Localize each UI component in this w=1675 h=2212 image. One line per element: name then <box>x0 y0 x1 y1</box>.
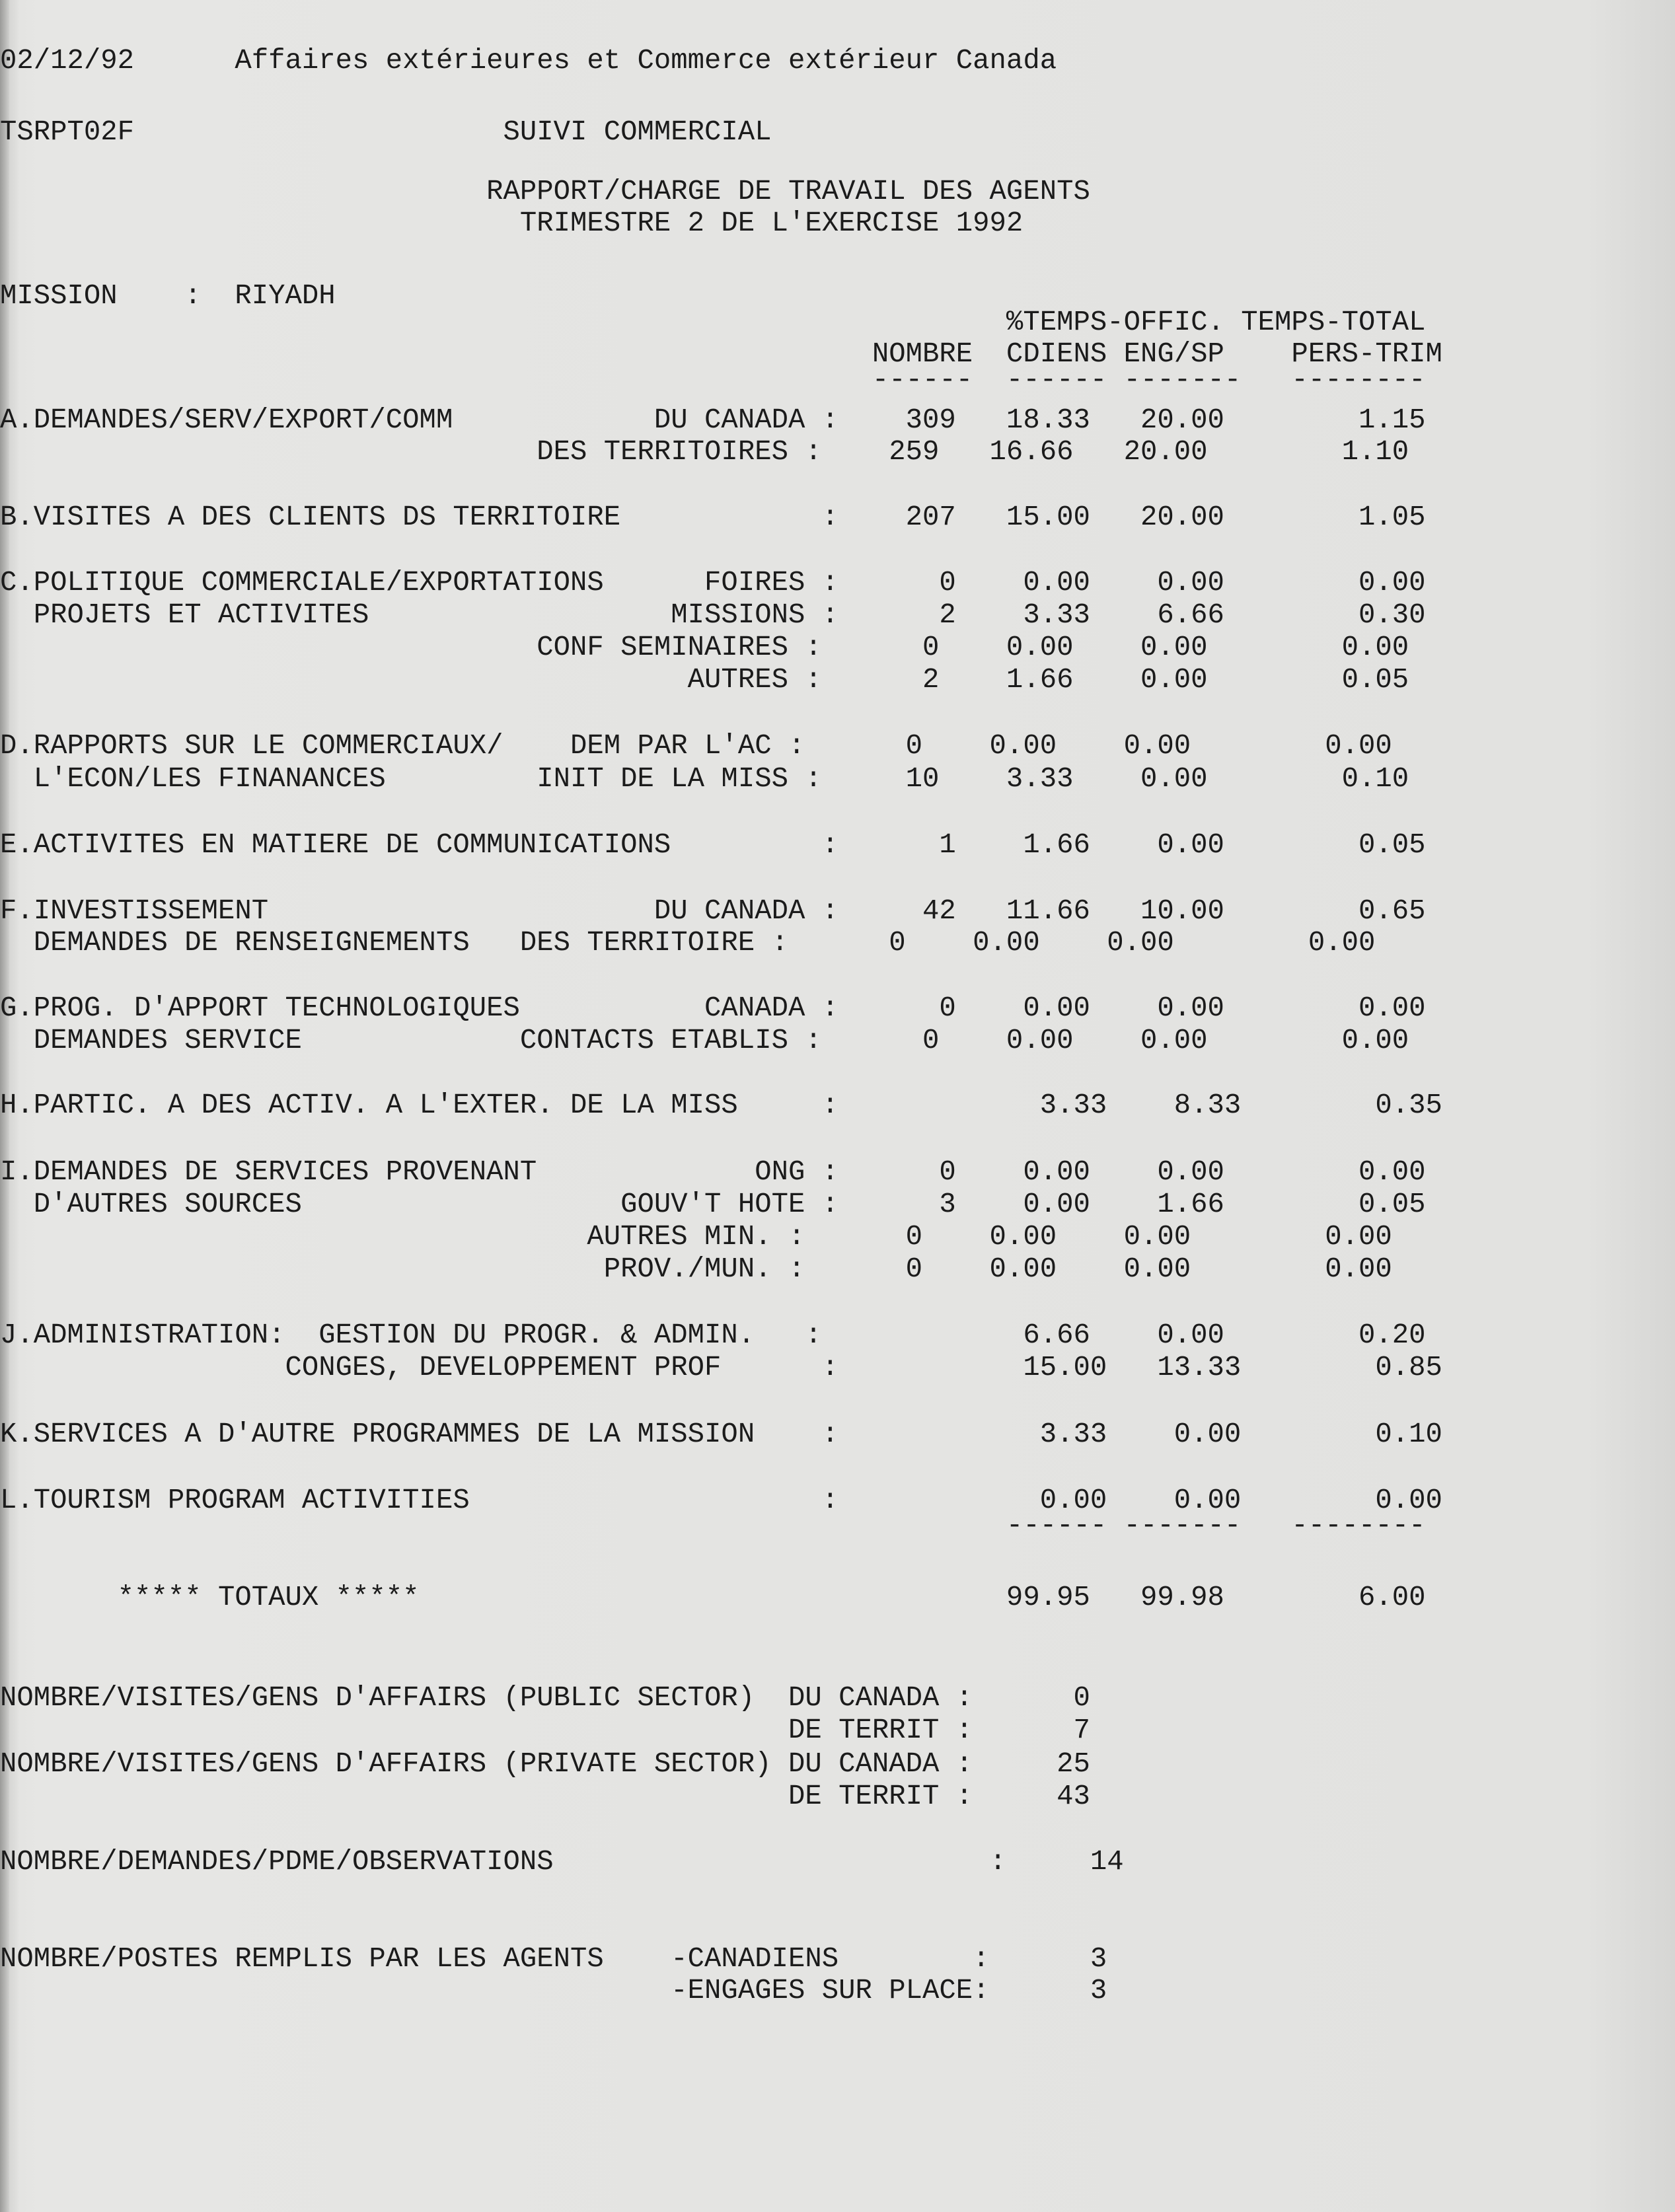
column-underline: ------ ------ ------- -------- <box>0 364 1426 396</box>
summary-line: NOMBRE/VISITES/GENS D'AFFAIRS (PRIVATE SECTOR) DU CANADA : 25 <box>0 1748 1090 1780</box>
table-row: E.ACTIVITES EN MATIERE DE COMMUNICATIONS : 1 1.66 0.00 0.05 <box>0 829 1426 861</box>
table-row: A.DEMANDES/SERV/EXPORT/COMM DU CANADA : 309 18.33 20.00 1.15 <box>0 404 1426 436</box>
table-row: I.DEMANDES DE SERVICES PROVENANT ONG : 0 0.00 0.00 0.00 <box>0 1156 1426 1188</box>
table-row: AUTRES MIN. : 0 0.00 0.00 0.00 <box>0 1221 1392 1253</box>
table-row: L.TOURISM PROGRAM ACTIVITIES : 0.00 0.00 0.00 <box>0 1485 1442 1516</box>
table-row: DEMANDES SERVICE CONTACTS ETABLIS : 0 0.00 0.00 0.00 <box>0 1025 1409 1056</box>
table-row: J.ADMINISTRATION: GESTION DU PROGR. & ADMIN. : 6.66 0.00 0.20 <box>0 1319 1426 1351</box>
totals-rule: ------ ------- -------- <box>0 1510 1426 1541</box>
table-row: G.PROG. D'APPORT TECHNOLOGIQUES CANADA : 0 0.00 0.00 0.00 <box>0 992 1426 1024</box>
table-row: K.SERVICES A D'AUTRE PROGRAMMES DE LA MISSION : 3.33 0.00 0.10 <box>0 1419 1442 1450</box>
totals-line: ***** TOTAUX ***** 99.95 99.98 6.00 <box>0 1582 1426 1613</box>
table-row: AUTRES : 2 1.66 0.00 0.05 <box>0 664 1409 696</box>
summary-line: NOMBRE/POSTES REMPLIS PAR LES AGENTS -CANADIENS : 3 <box>0 1943 1107 1975</box>
report-date-and-agency: 02/12/92 Affaires extérieures et Commerce extérieur Canada <box>0 45 1057 77</box>
table-row: L'ECON/LES FINANANCES INIT DE LA MISS : 10 3.33 0.00 0.10 <box>0 763 1409 795</box>
summary-line: NOMBRE/DEMANDES/PDME/OBSERVATIONS : 14 <box>0 1846 1124 1878</box>
table-row: H.PARTIC. A DES ACTIV. A L'EXTER. DE LA MISS : 3.33 8.33 0.35 <box>0 1089 1442 1121</box>
mission-line: MISSION : RIYADH <box>0 280 336 312</box>
report-title: RAPPORT/CHARGE DE TRAVAIL DES AGENTS <box>0 176 1090 207</box>
table-row: DEMANDES DE RENSEIGNEMENTS DES TERRITOIRE : 0 0.00 0.00 0.00 <box>0 927 1376 959</box>
column-header-2: NOMBRE CDIENS ENG/SP PERS-TRIM <box>0 338 1442 370</box>
report-code-and-module: TSRPT02F SUIVI COMMERCIAL <box>0 116 772 148</box>
table-row: B.VISITES A DES CLIENTS DS TERRITOIRE : 207 15.00 20.00 1.05 <box>0 501 1426 533</box>
table-row: CONGES, DEVELOPPEMENT PROF : 15.00 13.33 0.85 <box>0 1352 1442 1383</box>
summary-line: NOMBRE/VISITES/GENS D'AFFAIRS (PUBLIC SECTOR) DU CANADA : 0 <box>0 1682 1090 1714</box>
table-row: PROJETS ET ACTIVITES MISSIONS : 2 3.33 6.66 0.30 <box>0 599 1426 631</box>
column-header-1: %TEMPS-OFFIC. TEMPS-TOTAL <box>0 307 1426 338</box>
summary-line: DE TERRIT : 7 <box>0 1714 1090 1746</box>
table-row: CONF SEMINAIRES : 0 0.00 0.00 0.00 <box>0 632 1409 663</box>
table-row: PROV./MUN. : 0 0.00 0.00 0.00 <box>0 1253 1392 1285</box>
table-row: F.INVESTISSEMENT DU CANADA : 42 11.66 10.00 0.65 <box>0 895 1426 927</box>
table-row: D.RAPPORTS SUR LE COMMERCIAUX/ DEM PAR L'AC : 0 0.00 0.00 0.00 <box>0 730 1392 762</box>
summary-line: DE TERRIT : 43 <box>0 1781 1090 1812</box>
table-row: DES TERRITOIRES : 259 16.66 20.00 1.10 <box>0 436 1409 468</box>
table-row: D'AUTRES SOURCES GOUV'T HOTE : 3 0.00 1.66 0.05 <box>0 1189 1426 1220</box>
summary-line: -ENGAGES SUR PLACE: 3 <box>0 1975 1107 2007</box>
report-period: TRIMESTRE 2 DE L'EXERCISE 1992 <box>0 207 1024 239</box>
table-row: C.POLITIQUE COMMERCIALE/EXPORTATIONS FOIRES : 0 0.00 0.00 0.00 <box>0 567 1426 599</box>
